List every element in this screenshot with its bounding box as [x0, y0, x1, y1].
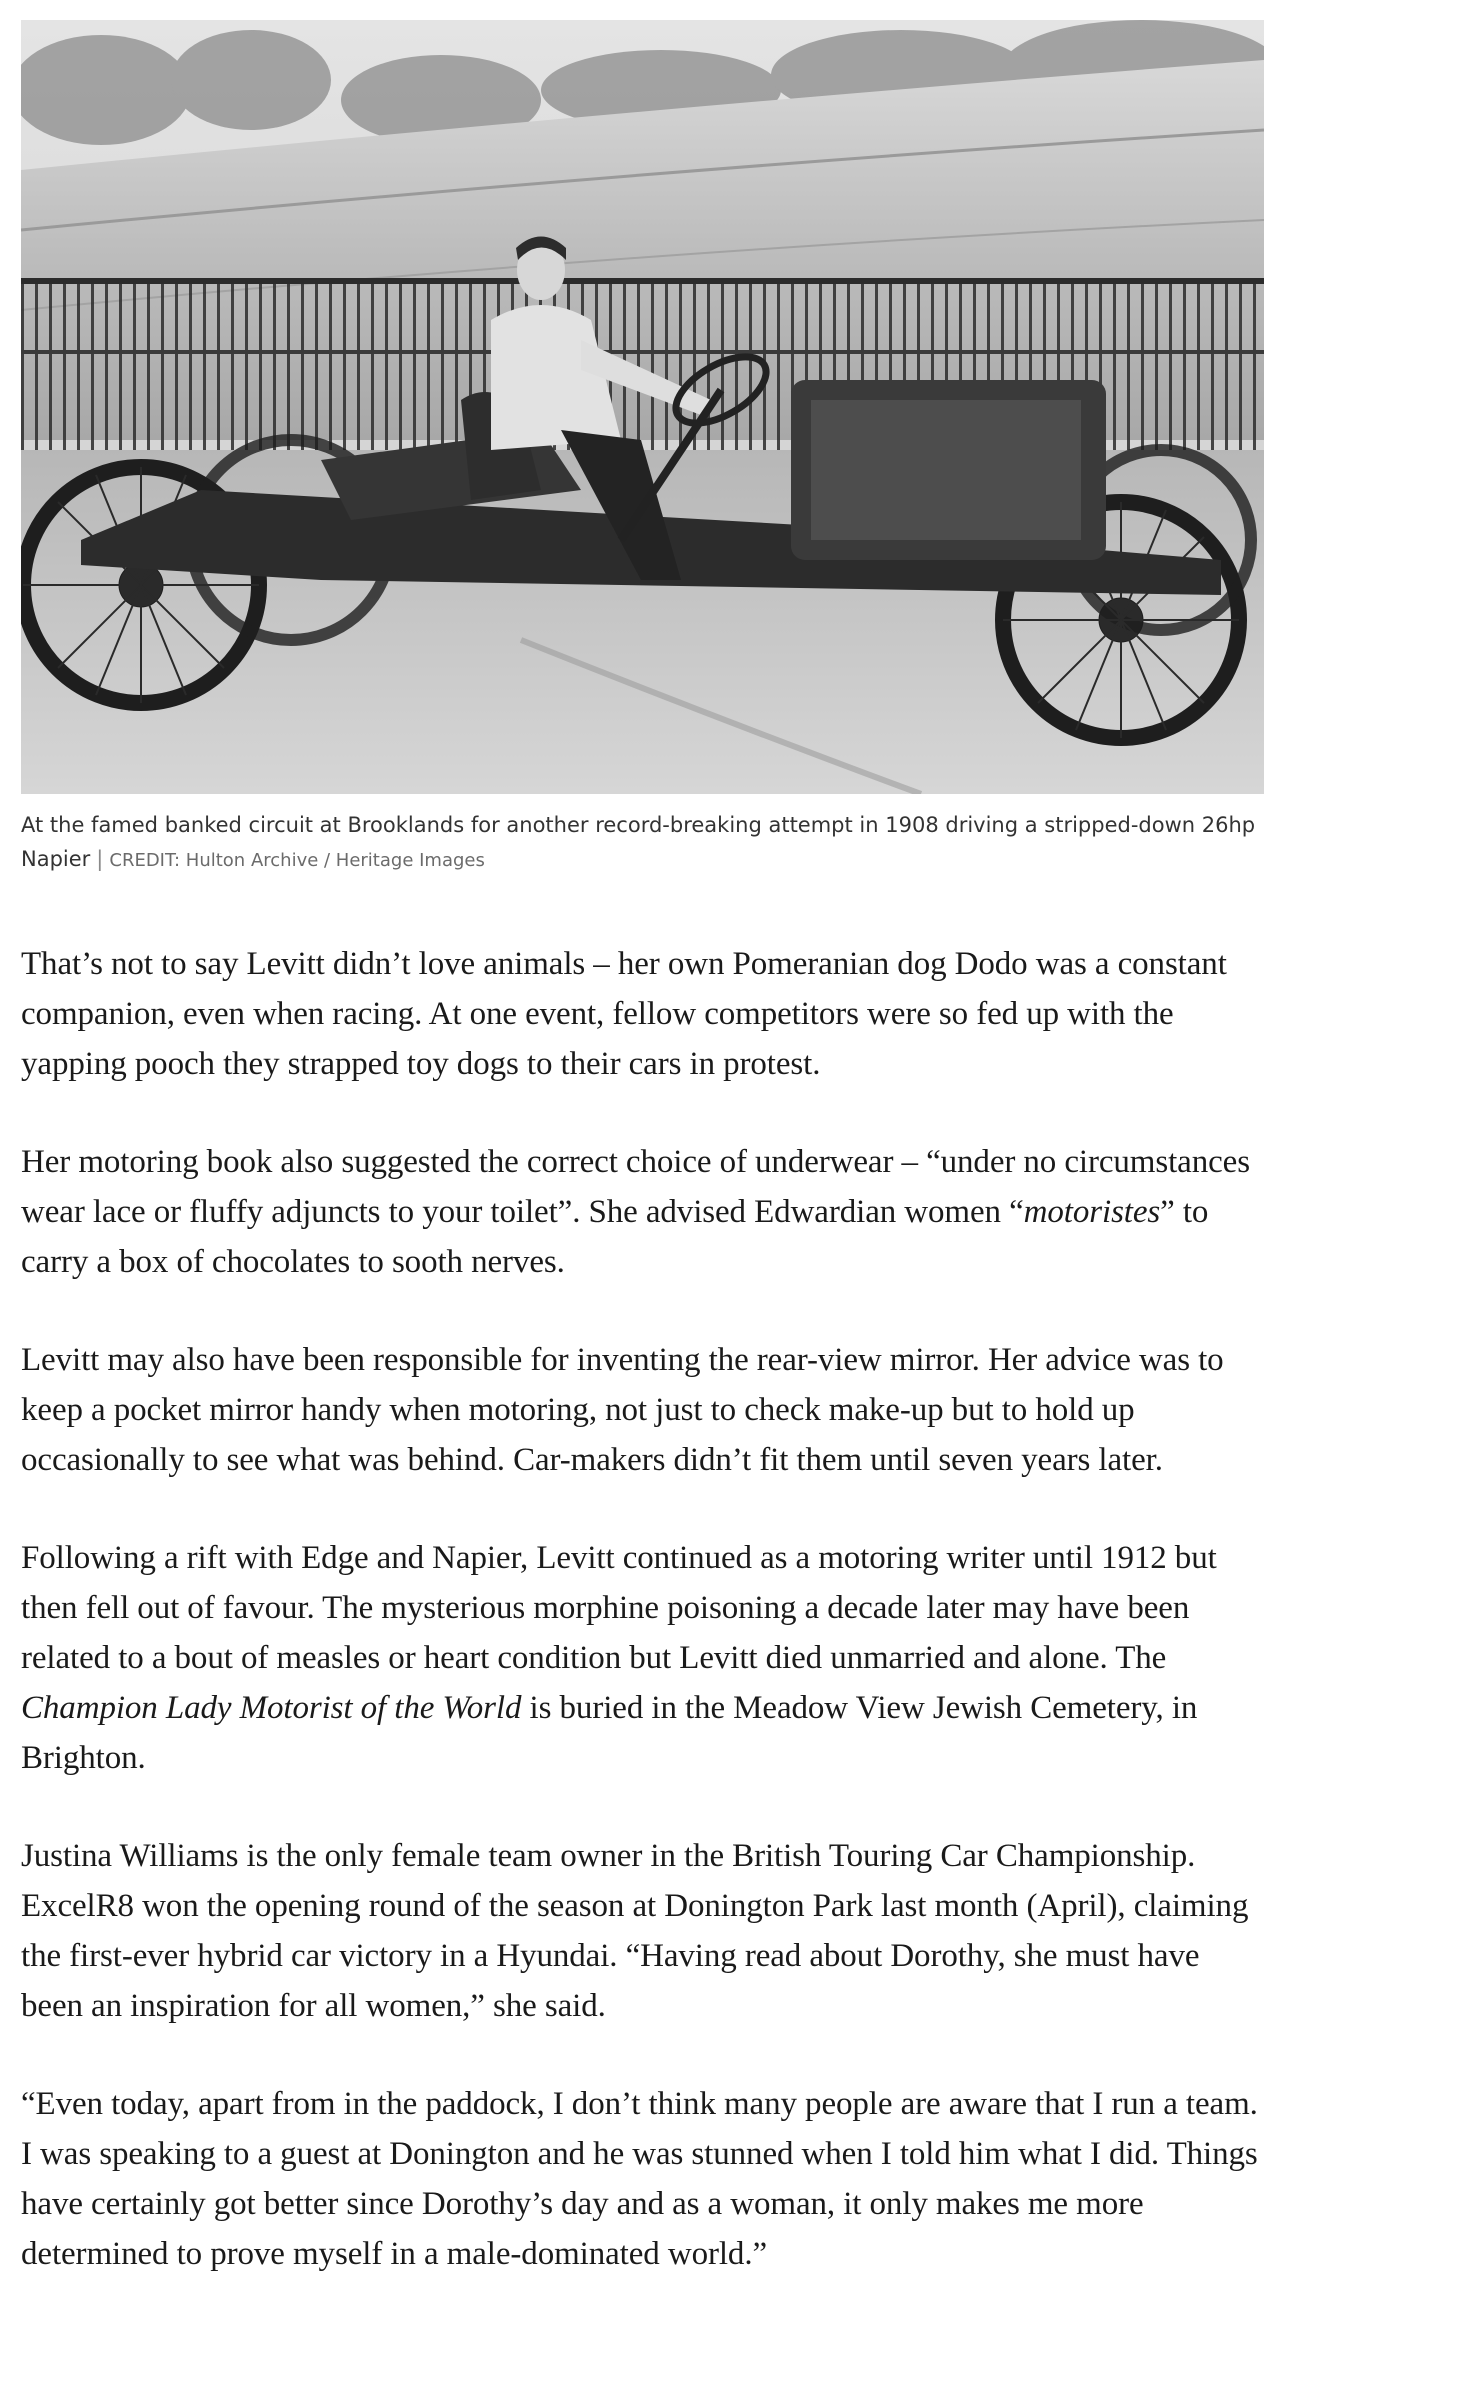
paragraph-2-italic: motoristes	[1023, 1194, 1161, 1230]
article-body	[21, 939, 1261, 2327]
paragraph-4-text-b: is buried in the Meadow View Jewish Cemetery, in Brighton.	[21, 1690, 1198, 1776]
paragraph-3: Levitt may also have been responsible for inventing the rear-view mirror. Her advice was to keep a pocket mirror handy when motoring, not just to check make-up but to hold up occasionally to see what was behind. Car-makers didn’t fit them until seven years later.	[21, 1342, 1224, 1478]
caption-separator: |	[96, 847, 104, 871]
paragraph-1: That’s not to say Levitt didn’t love animals – her own Pomeranian dog Dodo was a constant companion, even when racing. At one event, fellow competitors were so fed up with the yapping pooch they strapped toy dogs to their cars in protest.	[21, 946, 1227, 1082]
paragraph-4-italic: Champion Lady Motorist of the World	[21, 1690, 522, 1726]
paragraph-2	[21, 1137, 1261, 1287]
photo-caption	[21, 808, 1264, 878]
brooklands-car-photo	[21, 20, 1264, 794]
paragraph-2-text-a: Her motoring book also suggested the correct choice of underwear – “under no circumstances wear lace or fluffy adjuncts to your toilet”. She advised Edwardian women “	[21, 1144, 1250, 1230]
caption-text: At the famed banked circuit at Brooklands for another record-breaking attempt in 1908 driving a stripped-down 26hp Napier	[21, 813, 1256, 871]
paragraph-6: “Even today, apart from in the paddock, I don’t think many people are aware that I run a team. I was speaking to a guest at Donington and he was stunned when I told him what I did. Things have certainly got better since Dorothy’s day and as a woman, it only makes me more determined to prove myself in a male-dominated world.”	[21, 2086, 1258, 2272]
photo-credit: CREDIT: Hulton Archive / Heritage Images	[109, 850, 485, 871]
paragraph-5: Justina Williams is the only female team owner in the British Touring Car Championship. ExcelR8 won the opening round of the season at Donington Park last month (April), claiming the first-ever hybrid car victory in a Hyundai. “Having read about Dorothy, she must have been an inspiration for all women,” she said.	[21, 1838, 1249, 2024]
paragraph-2-text-b: ” to carry a box of chocolates to sooth nerves.	[21, 1194, 1209, 1280]
article-photo	[21, 20, 1264, 794]
paragraph-4	[21, 1533, 1261, 1783]
paragraph-4-text-a: Following a rift with Edge and Napier, Levitt continued as a motoring writer until 1912 but then fell out of favour. The mysterious morphine poisoning a decade later may have been related to a bout of measles or heart condition but Levitt died unmarried and alone. The	[21, 1540, 1217, 1676]
